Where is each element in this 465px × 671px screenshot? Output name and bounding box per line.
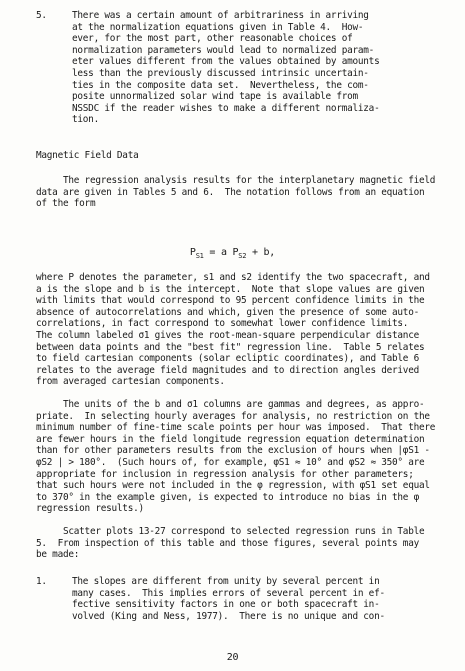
text-line: fective sensitivity factors in one or both spacecraft in- — [72, 599, 380, 611]
text-line: The slopes are different from unity by several percent in — [72, 576, 380, 587]
list-item-1-text — [72, 576, 385, 622]
text-line: of the form — [36, 198, 96, 210]
text-line: between data points and the "best fit" regression line. Table 5 relates — [36, 341, 425, 353]
text-line: to 370° in the example given, is expected to introduce no bias in the φ — [36, 491, 419, 503]
text-line: that such hours were not included in the φ regression, with φS1 set equal — [36, 480, 430, 492]
list-item-number: 1. — [36, 576, 47, 587]
text-line: tion. — [72, 114, 99, 126]
text-line: data are given in Tables 5 and 6. The notation follows from an equation — [36, 186, 425, 198]
paragraph-notation — [36, 272, 430, 388]
text-line: posite unnormalized solar wind tape is available from — [72, 91, 358, 103]
list-item-5-text — [72, 10, 379, 126]
text-line: normalization parameters would lead to normalized param- — [72, 44, 375, 56]
regression-equation: $P_{S1} = a$ $P_{S2} + b$, — [189, 247, 276, 260]
text-line: regression results.) — [36, 503, 144, 515]
text-line: from averaged cartesian components. — [36, 376, 225, 388]
text-line: less than the previously discussed intrinsic uncertain- — [72, 67, 369, 79]
section-heading: Magnetic Field Data — [36, 150, 139, 161]
paragraph-scatter-plots — [36, 526, 424, 561]
text-line: at the normalization equations given in Table 4. How- — [72, 21, 364, 33]
list-item-number: 5. — [36, 10, 47, 21]
text-line: than for other parameters results from the exclusion of hours when |φS1 - — [36, 445, 430, 457]
text-line: are fewer hours in the field longitude regression equation determination — [36, 433, 425, 445]
text-line: The column labeled σ1 gives the root-mean-square perpendicular distance — [36, 329, 419, 341]
page-number: 20 — [226, 652, 239, 663]
paragraph-intro — [36, 175, 435, 210]
text-line: eter values different from the values obtained by amounts — [72, 56, 380, 68]
text-line: The units of the b and σ1 columns are gammas and degrees, as appro- — [36, 399, 425, 410]
text-line: absence of autocorrelations and which, given the presence of some auto- — [36, 306, 419, 318]
text-line: φS2 | > 180°. (Such hours of, for example, φS1 ≈ 10° and φS2 ≈ 350° are — [36, 456, 425, 468]
text-line: a is the slope and b is the intercept. Note that slope values are given — [36, 283, 425, 295]
text-line: Scatter plots 13-27 correspond to selected regression runs in Table — [36, 526, 425, 537]
text-line: 5. From inspection of this table and those figures, several points may — [36, 537, 419, 549]
text-line: NSSDC if the reader wishes to make a different normaliza- — [72, 102, 380, 114]
text-line: minimum number of fine-time scale points per hour was imposed. That there — [36, 422, 436, 434]
text-line: ever, for the most part, other reasonable choices of — [72, 33, 353, 45]
text-line: correlations, in fact correspond to somewhat lower confidence limits. — [36, 318, 409, 330]
text-line: to field cartesian components (solar ecliptic coordinates), and Table 6 — [36, 353, 419, 365]
text-line: relates to the average field magnitudes and to direction angles derived — [36, 364, 419, 376]
text-line: priate. In selecting hourly averages for analysis, no restriction on the — [36, 410, 430, 422]
text-line: appropriate for inclusion in regression analysis for other parameters; — [36, 468, 414, 480]
paragraph-units — [36, 399, 435, 515]
text-line: be made: — [36, 549, 80, 561]
text-line: where P denotes the parameter, s1 and s2 identify the two spacecraft, and — [36, 272, 430, 283]
text-line: There was a certain amount of arbitrariness in arriving — [72, 10, 369, 21]
text-line: ties in the composite data set. Nevertheless, the com- — [72, 79, 369, 91]
text-line: volved (King and Ness, 1977). There is no unique and con- — [72, 610, 385, 622]
text-line: with limits that would correspond to 95 percent confidence limits in the — [36, 295, 425, 307]
text-line: many cases. This implies errors of several percent in ef- — [72, 587, 385, 599]
text-line: The regression analysis results for the interplanetary magnetic field — [36, 175, 436, 186]
